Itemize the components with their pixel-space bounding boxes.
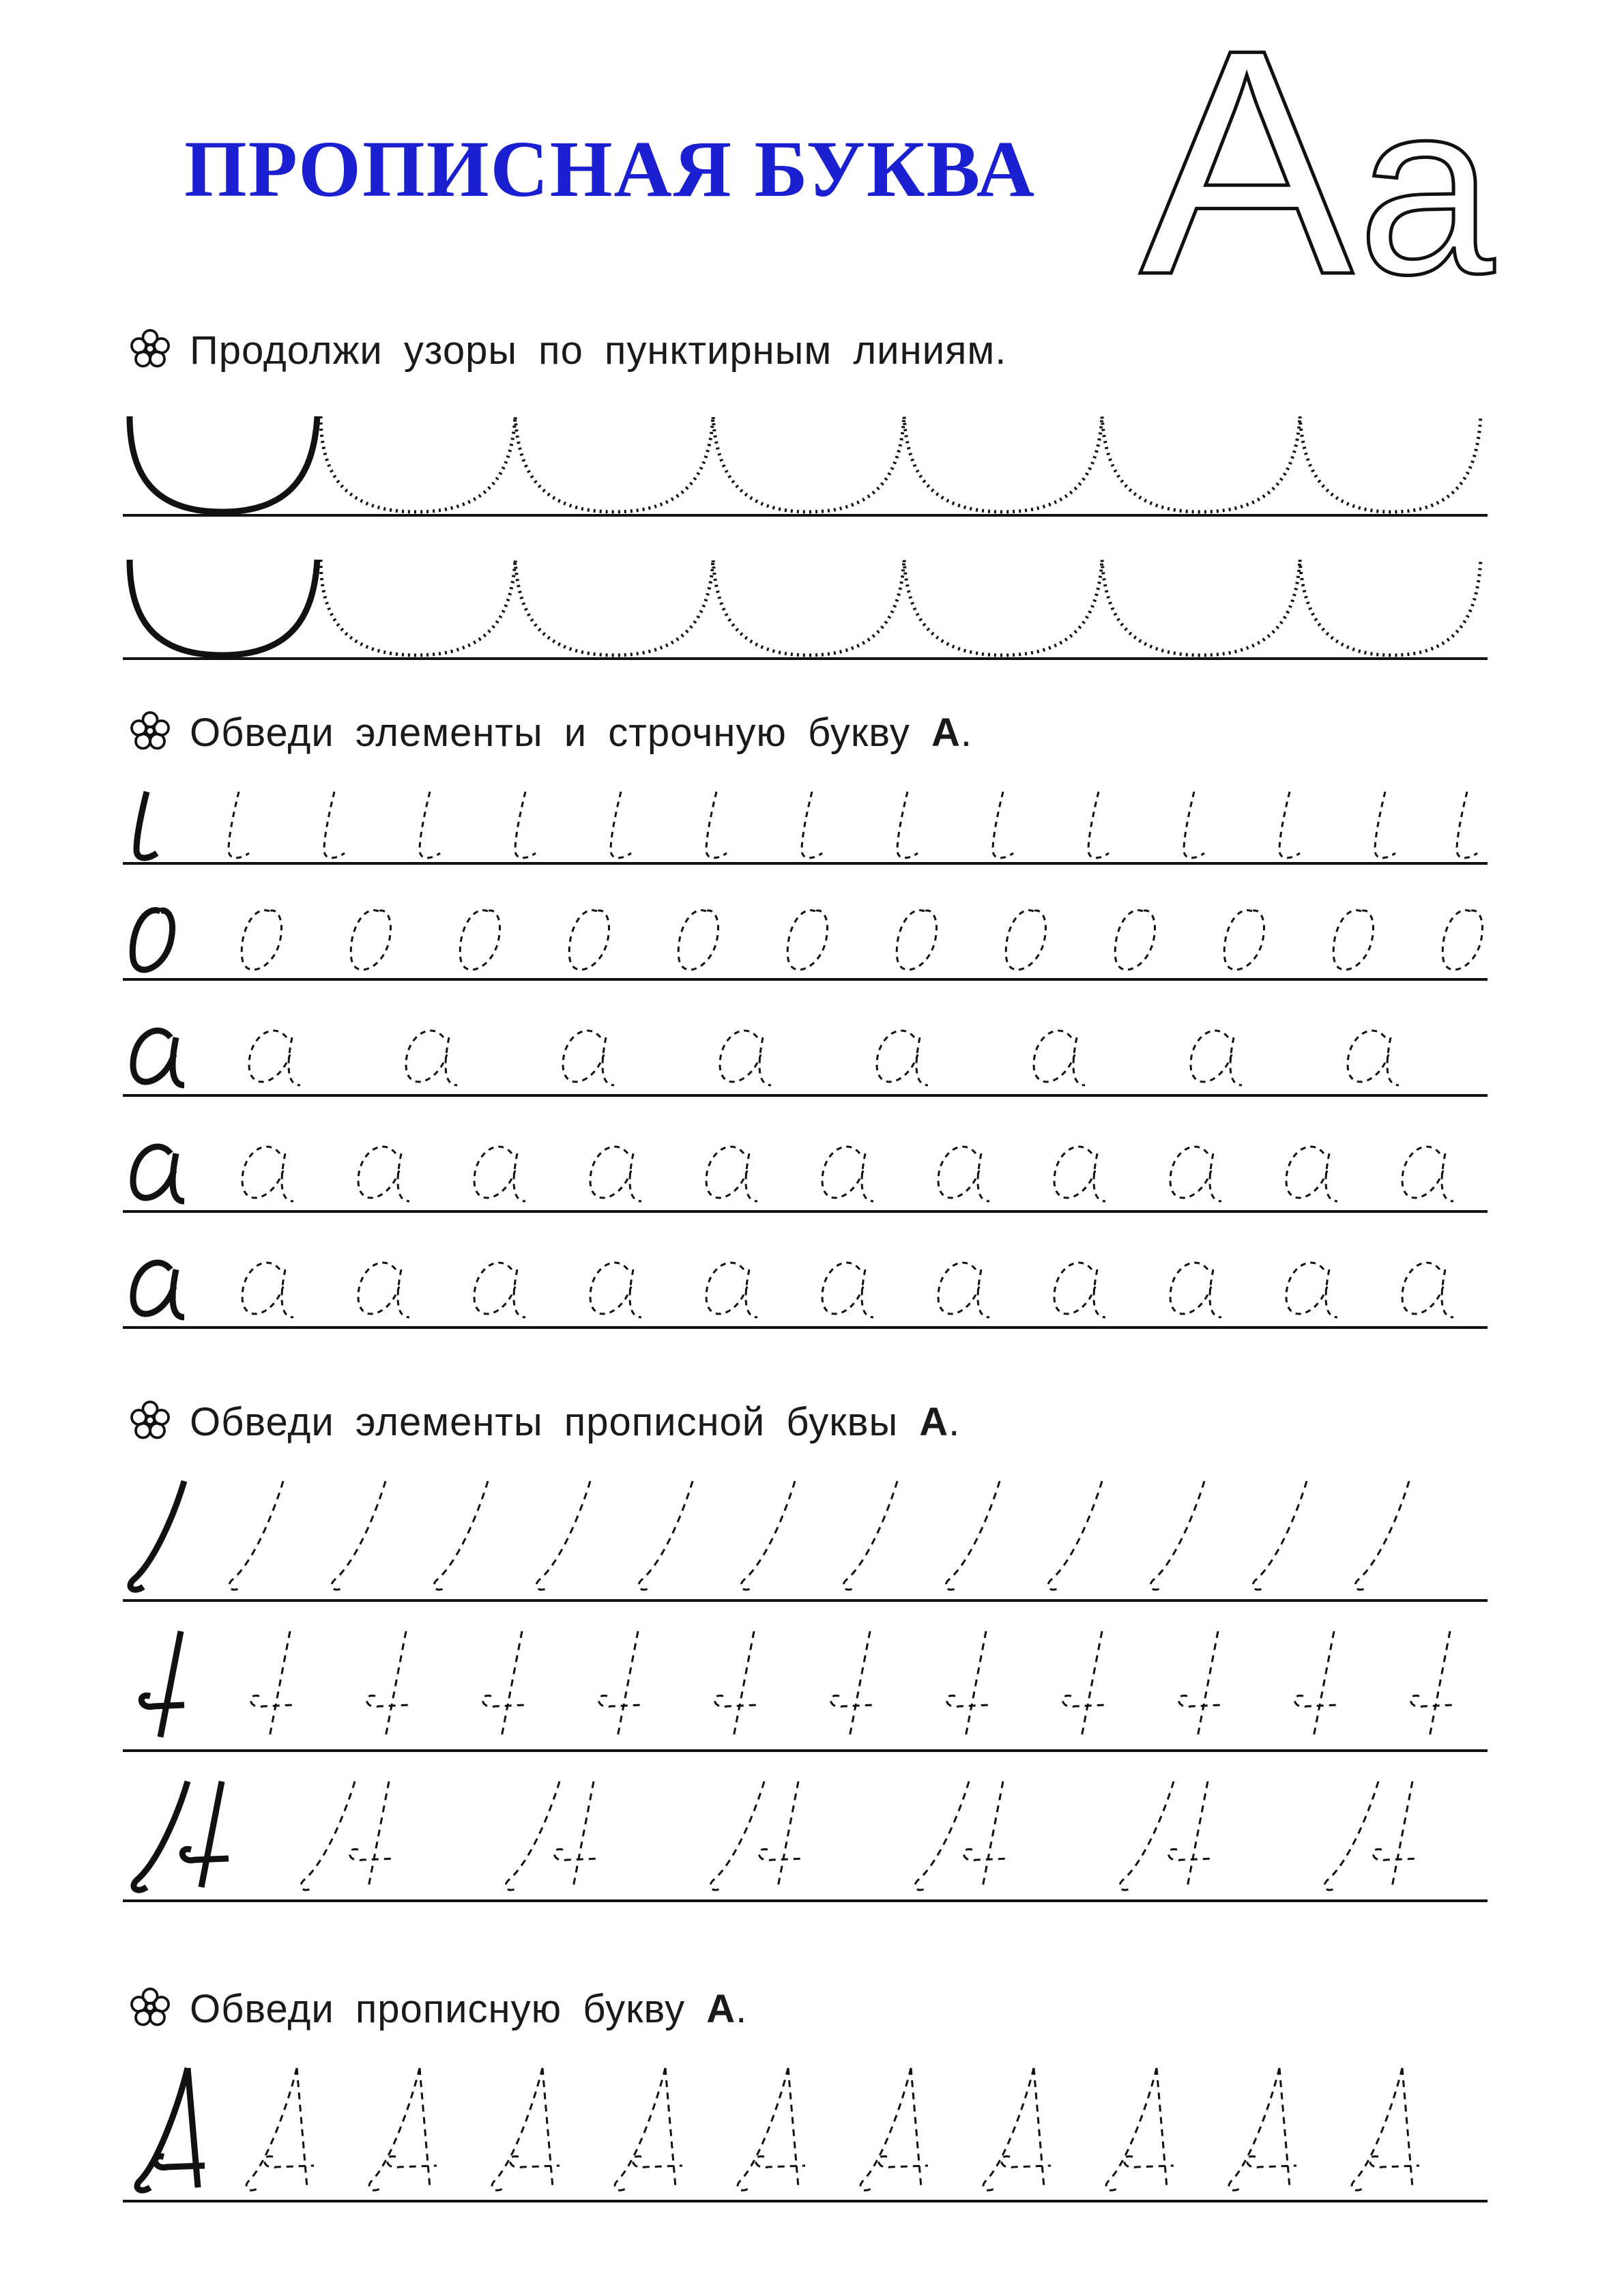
- lowercase-practice-rows: [123, 785, 1501, 1351]
- dotted-wave: [321, 560, 1481, 655]
- row-slant: [123, 1481, 1488, 1601]
- row-oval-stick: [123, 1031, 1488, 1095]
- instruction-end: .: [960, 711, 972, 755]
- row-combined: [123, 1781, 1488, 1901]
- instruction-text: Продолжи узоры по пунктирным линиям.: [190, 328, 1007, 373]
- solid-wave: [130, 560, 317, 655]
- wave-pattern-rows: [123, 403, 1501, 676]
- row-letter-a-1: [123, 1147, 1488, 1211]
- row-sticks: [123, 792, 1488, 863]
- solid-wave: [130, 416, 317, 512]
- row-letter-a-2: [123, 1263, 1488, 1328]
- outlined-letters-aa: [1133, 14, 1556, 287]
- instruction-text: Обведи элементы и строчную букву: [190, 711, 931, 755]
- instruction-2: [130, 710, 972, 756]
- instruction-4: [130, 1986, 747, 2032]
- flower-icon: [130, 328, 171, 369]
- instruction-text: Обведи прописную букву: [190, 1987, 707, 2031]
- uppercase-practice-rows: [123, 1474, 1501, 1952]
- flower-icon: [130, 1400, 171, 1441]
- row-ovals: [123, 910, 1488, 979]
- capital-a-row: [123, 2061, 1501, 2225]
- instruction-text: Обведи элементы прописной буквы: [190, 1400, 920, 1444]
- instruction-1: [130, 328, 1006, 373]
- page-title: ПРОПИСНАЯ БУКВА: [184, 124, 1036, 214]
- dotted-wave: [321, 416, 1481, 512]
- instruction-letter: А: [706, 1987, 736, 2031]
- instruction-letter: А: [919, 1400, 949, 1444]
- instruction-end: .: [948, 1400, 961, 1444]
- instruction-end: .: [736, 1987, 748, 2031]
- flower-icon: [130, 711, 171, 751]
- flower-icon: [130, 1987, 171, 2028]
- instruction-3: [130, 1399, 960, 1445]
- wave-row-1: [123, 416, 1488, 515]
- instruction-letter: А: [931, 711, 961, 755]
- wave-row-2: [123, 560, 1488, 659]
- row-crossbar: [123, 1631, 1488, 1751]
- outlined-lower-letter: а: [1358, 51, 1495, 287]
- outlined-upper-letter: А: [1140, 14, 1354, 287]
